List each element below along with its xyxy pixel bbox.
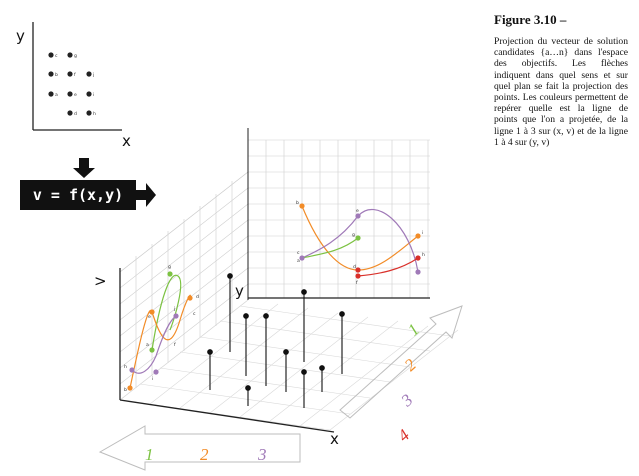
svg-text:c: c	[297, 251, 300, 256]
plane-xv-grid	[120, 130, 248, 400]
figure-caption	[494, 12, 628, 148]
svg-text:b: b	[55, 73, 58, 78]
caption-title: Figure 3.10 –	[494, 12, 567, 27]
axis-y-label: y	[235, 282, 244, 300]
axis-v-label: >	[94, 272, 107, 290]
right-numbers	[346, 320, 470, 446]
svg-text:4: 4	[394, 425, 414, 446]
svg-text:d: d	[74, 112, 77, 117]
grid-2d-diagram	[16, 22, 131, 150]
left-number-3: 3	[258, 445, 267, 464]
svg-text:f: f	[74, 73, 76, 78]
svg-text:b: b	[296, 201, 299, 206]
grid-2d-x-label: x	[122, 132, 131, 150]
equation-box: v = f(x,y)	[20, 180, 136, 210]
grid-2d-y-label: y	[16, 27, 25, 45]
svg-text:e: e	[74, 93, 77, 98]
svg-text:h: h	[93, 112, 96, 117]
svg-text:2: 2	[400, 355, 420, 375]
svg-text:g: g	[74, 54, 77, 59]
svg-text:g: g	[168, 265, 171, 270]
svg-text:h: h	[422, 253, 425, 258]
svg-text:f: f	[174, 343, 176, 348]
left-number-1: 1	[145, 445, 154, 464]
axis-x-label: x	[330, 430, 339, 448]
svg-text:1: 1	[403, 319, 423, 340]
svg-text:f: f	[356, 281, 358, 286]
svg-text:e: e	[356, 209, 359, 214]
right-arrow-icon	[136, 183, 156, 207]
svg-text:d: d	[196, 295, 199, 300]
svg-text:e: e	[148, 315, 151, 320]
svg-text:j: j	[174, 307, 176, 312]
svg-text:g: g	[352, 233, 355, 238]
svg-text:c: c	[55, 54, 58, 59]
svg-text:h: h	[124, 365, 127, 370]
svg-text:a: a	[55, 93, 58, 98]
plane-yv-grid	[248, 140, 430, 298]
svg-text:a: a	[297, 259, 300, 264]
left-number-2: 2	[200, 445, 209, 464]
svg-text:c: c	[193, 312, 196, 317]
svg-text:i: i	[152, 377, 154, 382]
svg-text:3: 3	[397, 390, 417, 411]
svg-text:d: d	[353, 265, 356, 270]
axis-x	[120, 400, 334, 432]
svg-text:i: i	[93, 93, 95, 98]
svg-text:b: b	[124, 388, 127, 393]
projection-yv-points	[299, 203, 420, 278]
projection-xv-labels	[124, 265, 199, 393]
down-arrow-icon	[73, 158, 95, 178]
svg-text:j: j	[93, 73, 95, 78]
svg-text:a: a	[146, 343, 149, 348]
caption-text: Projection du vecteur de solution candidates {a…n} dans l'espace des objectifs. Les flèches indiquent dans quel sens et sur quel plan se fait la projection des points. Les couleurs permettent de repérer quelle est la ligne de points que l'on a projetée, de la ligne 1 à 3 sur (x, v) et de la ligne 1 à 4 sur (y, v)	[494, 36, 628, 148]
svg-text:i: i	[422, 231, 424, 236]
